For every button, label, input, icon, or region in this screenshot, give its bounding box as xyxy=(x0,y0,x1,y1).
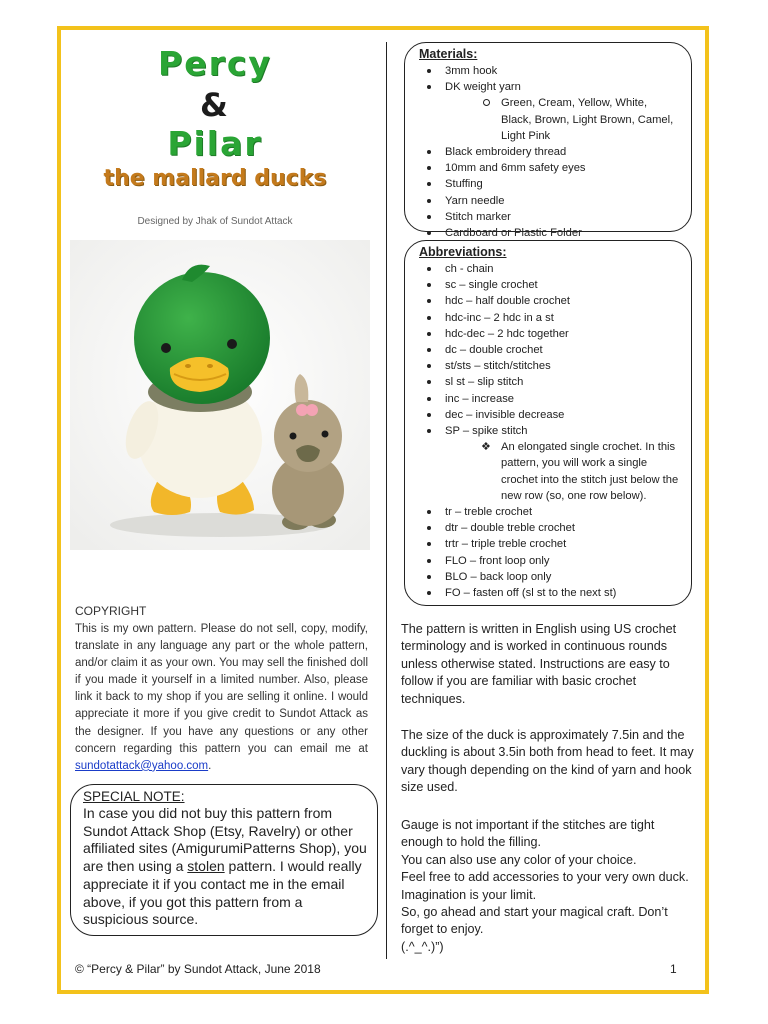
ducks-illustration xyxy=(70,240,370,550)
list-item: Stuffing xyxy=(419,176,683,192)
copyright-body xyxy=(75,621,368,775)
list-subitem: Green, Cream, Yellow, White, Black, Brown, Light Brown, Camel, Light Pink xyxy=(419,95,683,144)
abbreviations-heading: Abbreviations: xyxy=(419,245,507,259)
list-item: Stitch marker xyxy=(419,209,683,225)
footer-copyright: © “Percy & Pilar” by Sundot Attack, June 2018 xyxy=(75,962,321,976)
list-item: SP – spike stitch xyxy=(419,423,683,439)
title-percy: Percy xyxy=(158,44,272,83)
diamond-bullet-icon: ❖ xyxy=(481,441,491,454)
title-pilar: Pilar xyxy=(167,124,263,163)
list-item: DK weight yarn xyxy=(419,79,683,95)
list-item: tr – treble crochet xyxy=(419,504,683,520)
list-item: ch - chain xyxy=(419,261,683,277)
page-number: 1 xyxy=(670,962,677,976)
text-line: You can also use any color of your choice. xyxy=(401,852,637,867)
abbreviations-box xyxy=(404,240,692,606)
materials-box xyxy=(404,42,692,240)
list-item: Black embroidery thread xyxy=(419,144,683,160)
copyright-end: . xyxy=(208,759,212,772)
list-item: hdc – half double crochet xyxy=(419,293,683,309)
column-divider xyxy=(386,42,387,959)
spike-note: An elongated single crochet. In this pattern, you will work a single crochet into the stitch just below the new row (so, one row below). xyxy=(501,441,679,502)
text-line: Feel free to add accessories to your very own duck. xyxy=(401,870,689,885)
list-item: dtr – double treble crochet xyxy=(419,520,683,536)
title-ampersand: & xyxy=(200,86,230,124)
list-item: Yarn needle xyxy=(419,193,683,209)
materials-list xyxy=(419,63,683,241)
list-item: sc – single crochet xyxy=(419,277,683,293)
abbreviations-list xyxy=(419,261,683,601)
size-paragraph: The size of the duck is approximately 7.5in and the duckling is about 3.5in both from head to feet. It may vary though depending on the kind of yarn and hook size used. xyxy=(401,728,694,795)
special-note-body xyxy=(83,805,367,929)
list-item: sl st – slip stitch xyxy=(419,374,683,390)
copyright-heading: COPYRIGHT xyxy=(75,604,147,618)
text-line: Gauge is not important if the stitches are tight enough to hold the filling. xyxy=(401,818,655,850)
special-note-box xyxy=(70,784,378,936)
text-line: (.^_^.)”) xyxy=(401,939,444,954)
ducks-photo xyxy=(70,240,370,550)
list-subitem xyxy=(419,439,683,504)
list-item: 3mm hook xyxy=(419,63,683,79)
text-line: So, go ahead and start your magical craft. Don’t forget to enjoy. xyxy=(401,905,668,937)
copyright-text: This is my own pattern. Please do not sell, copy, modify, translate in any language any part or the whole pattern, and/or claim it as your own. You may sell the finished doll if you made it yourself in a limited number. Also, please link it back to my shop if you are selling it online. I would appreciate it more if you give credit to Sundot Attack as the designer. If you have any questions or any other concern regarding this pattern you can email me at xyxy=(75,623,368,755)
note-stolen-word: stolen xyxy=(187,858,225,875)
title-subtitle: the mallard ducks xyxy=(103,166,327,191)
pattern-info-paragraph: The pattern is written in English using US crochet terminology and is worked in continuous rounds unless otherwise stated. Instructions are easy to follow if you are familiar with basic crochet techniques. xyxy=(401,622,677,706)
list-item: FO – fasten off (sl st to the next st) xyxy=(419,585,683,601)
note-text-after: pattern. I would really appreciate it if you contact me in the email above, if you got this pattern from a suspicious source. xyxy=(83,858,362,928)
gauge-paragraph xyxy=(401,817,695,956)
list-item: FLO – front loop only xyxy=(419,553,683,569)
list-item: BLO – back loop only xyxy=(419,569,683,585)
list-item: hdc-inc – 2 hdc in a st xyxy=(419,310,683,326)
list-item: 10mm and 6mm safety eyes xyxy=(419,160,683,176)
email-link[interactable]: sundotattack@yahoo.com xyxy=(75,759,209,772)
list-item: inc – increase xyxy=(419,391,683,407)
list-item: dec – invisible decrease xyxy=(419,407,683,423)
text-line: Imagination is your limit. xyxy=(401,887,537,902)
list-item: Cardboard or Plastic Folder xyxy=(419,225,683,241)
materials-heading: Materials: xyxy=(419,47,478,61)
special-note-heading: SPECIAL NOTE: xyxy=(83,789,185,804)
list-item: dc – double crochet xyxy=(419,342,683,358)
list-item: trtr – triple treble crochet xyxy=(419,536,683,552)
designer-credit: Designed by Jhak of Sundot Attack xyxy=(137,216,293,227)
list-item: hdc-dec – 2 hdc together xyxy=(419,326,683,342)
note-text-before: In case you did not buy this pattern from Sundot Attack Shop (Etsy, Ravelry) or other affiliated sites (AmigurumiPatterns Shop), you are then using a xyxy=(83,805,367,875)
list-item: st/sts – stitch/stitches xyxy=(419,358,683,374)
